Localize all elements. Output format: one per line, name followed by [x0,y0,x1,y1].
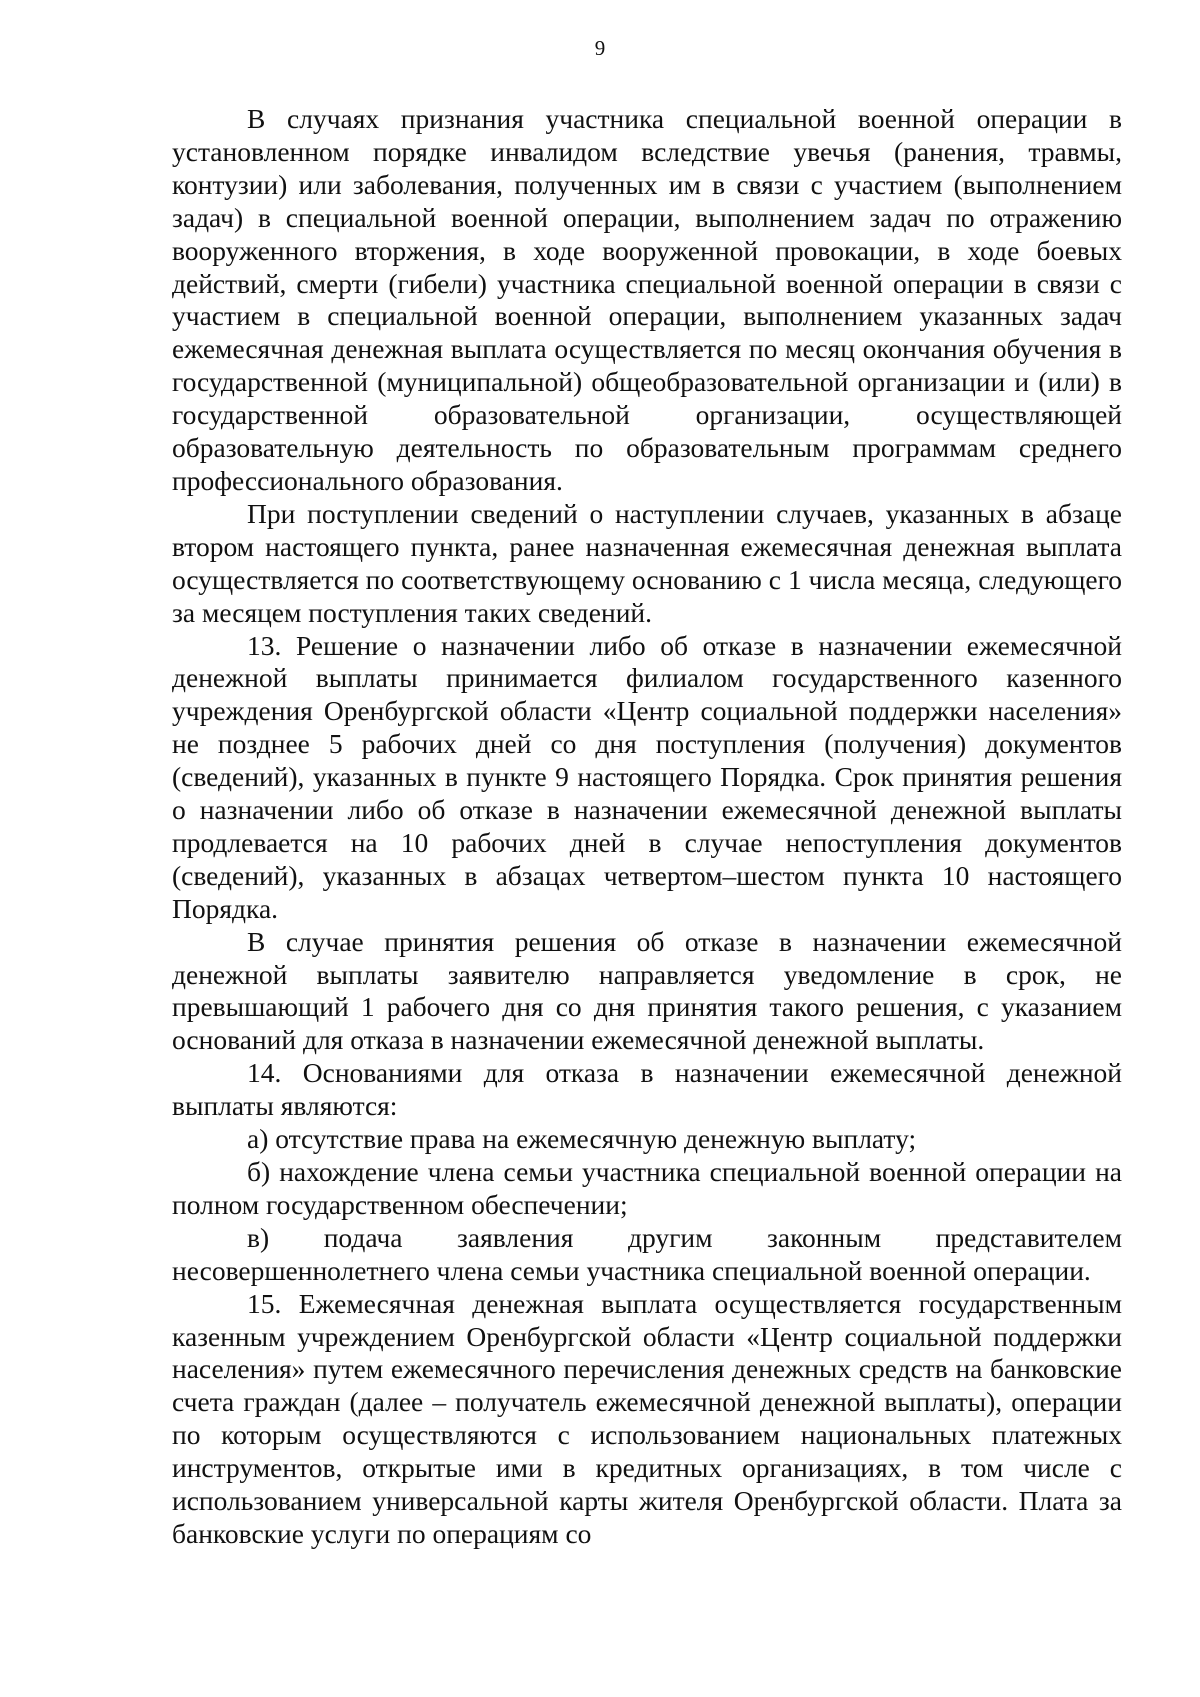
paragraph-item-13-decision: 13. Решение о назначении либо об отказе в назначении ежемесячной денежной выплаты принимается филиалом государственного казенного учреждения Оренбургской области «Центр социальной поддержки населения» не позднее 5 рабочих дней со дня поступления (получения) документов (сведений), указанных в пункте 9 настоящего Порядка. Срок принятия решения о назначении либо об отказе в назначении ежемесячной денежной выплаты продлевается на 10 рабочих дней в случае непоступления документов (сведений), указанных в абзацах четвертом–шестом пункта 10 настоящего Порядка. [172,629,1122,924]
list-item-b: б) нахождение члена семьи участника специальной военной операции на полном государственном обеспечении; [172,1156,1122,1220]
document-body [172,103,1122,1551]
paragraph-information-receipt: При поступлении сведений о наступлении случаев, указанных в абзаце втором настоящего пункта, ранее назначенная ежемесячная денежная выплата осуществляется по соответствующему основанию с 1 числа месяца, следующего за месяцем поступления таких сведений. [172,497,1122,628]
paragraph-disability-death-cases: В случаях признания участника специальной военной операции в установленном порядке инвалидом вследствие увечья (ранения, травмы, контузии) или заболевания, полученных им в связи с участием (выполнением задач) в специальной военной операции, выполнением задач по отражению вооруженного вторжения, в ходе вооруженной провокации, в ходе боевых действий, смерти (гибели) участника специальной военной операции в связи с участием в специальной военной операции, выполнением указанных задач ежемесячная денежная выплата осуществляется по месяц окончания обучения в государственной (муниципальной) общеобразовательной организации и (или) в государственной образовательной организации, осуществляющей образовательную деятельность по образовательным программам среднего профессионального образования. [172,103,1122,496]
paragraph-item-14-refusal-grounds: 14. Основаниями для отказа в назначении ежемесячной денежной выплаты являются: [172,1057,1122,1122]
list-item-v: в) подача заявления другим законным представителем несовершеннолетнего члена семьи участника специальной военной операции. [172,1221,1122,1286]
paragraph-item-15-payment: 15. Ежемесячная денежная выплата осуществляется государственным казенным учреждением Оренбургской области «Центр социальной поддержки населения» путем ежемесячного перечисления денежных средств на банковские счета граждан (далее – получатель ежемесячной денежной выплаты), операции по которым осуществляются с использованием национальных платежных инструментов, открытые ими в кредитных организациях, в том числе с использованием универсальной карты жителя Оренбургской области. Плата за банковские услуги по операциям со [172,1287,1122,1549]
paragraph-refusal-notification: В случае принятия решения об отказе в назначении ежемесячной денежной выплаты заявителю направляется уведомление в срок, не превышающий 1 рабочего дня со дня принятия такого решения, с указанием оснований для отказа в назначении ежемесячной денежной выплаты. [172,925,1122,1056]
page-number: 9 [594,36,606,60]
list-item-a: а) отсутствие права на ежемесячную денежную выплату; [247,1123,917,1155]
